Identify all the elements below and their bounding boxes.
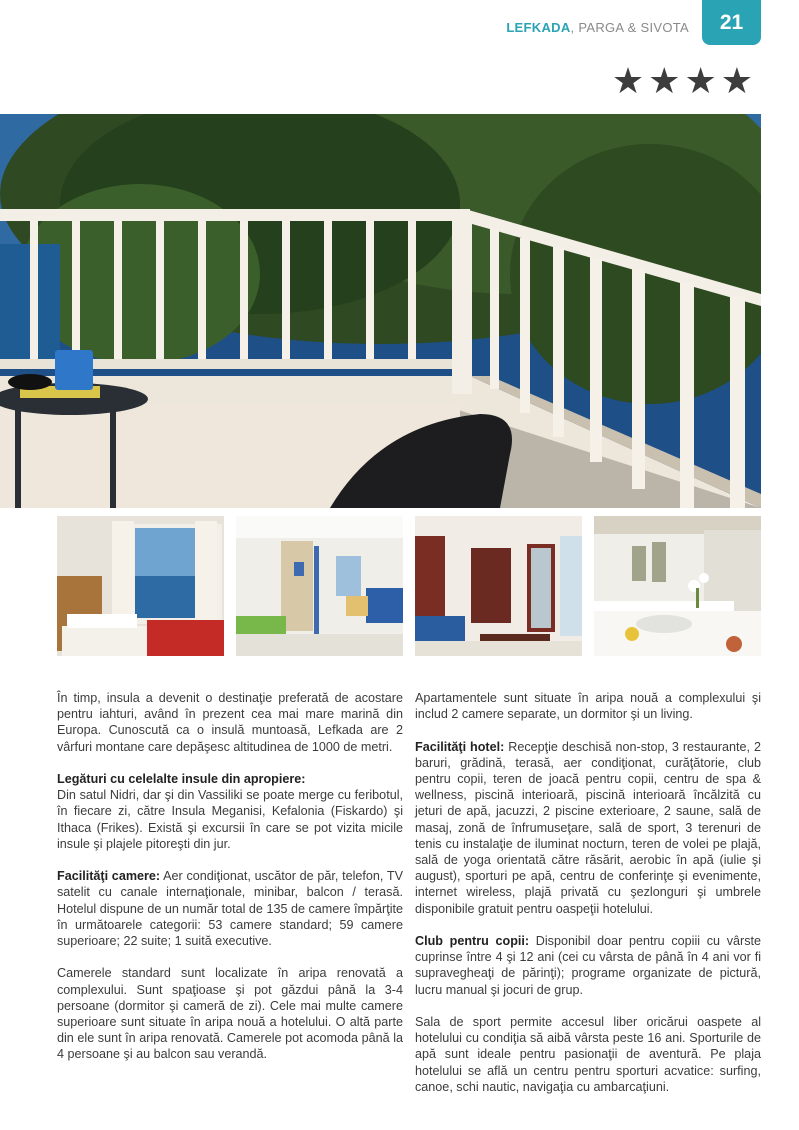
- apartment-illustration: [236, 516, 403, 656]
- balcony-illustration: [0, 114, 761, 508]
- islands-text: Din satul Nidri, dar şi din Vassiliki se poate merge cu feribotul, în fiecare zi, către Insula Meganisi, Kefalonia (Fiskardo) şi Ithaca (Frikes). Există şi excursii în care se pot vizita micile insule şi plajele pitoreşti din jur.: [57, 788, 403, 851]
- room-facilities-text: Aer condiţionat, uscător de păr, telefon, TV satelit cu canale internaţionale, minibar, balcon / terasă. Hotelul dispune de un număr total de 135 de camere împărţite în următoarele categorii: 53 camere standard; 59 camere superioare; 22 suite; 1 suită executive.: [57, 869, 403, 949]
- star-rating: ★★★★: [611, 60, 757, 101]
- thumbnail-apartment: [236, 516, 403, 656]
- bathroom-illustration: [594, 516, 761, 656]
- sports-paragraph: Sala de sport permite accesul liber oricărui oaspete al hotelului cu condiţia să aibă vârsta peste 16 ani. Sporturile de apă sunt ideale pentru pasionaţii de aventură. Pe plaja hotelului se află un centru pentru sporturi acvatice: surfing, canoe, schi nautic, navigaţia cu ambarcaţiuni.: [415, 1015, 761, 1094]
- kids-club-text: Disponibil doar pentru copiii cu vârste cuprinse între 4 şi 12 ani (cei cu vârsta de până în 4 ani vor fi supravegheaţi de părinţi); programe organizate de pictură, lucru manual şi jocuri de grup.: [415, 934, 761, 997]
- islands-heading: Legături cu celelalte insule din apropiere:: [57, 772, 306, 786]
- kids-club-paragraph: [415, 933, 761, 998]
- thumbnail-suite: [415, 516, 582, 656]
- standard-rooms-paragraph: Camerele standard sunt localizate în aripa renovată a complexului. Sunt spaţioase şi pot găzdui până la 3-4 persoane (dormitor şi cameră de zi). Cele mai multe camere superioare sunt situate în aripa nouă a hotelului. O altă parte din ele sunt în aripa renovată. Camerele pot acomoda până la 4 persoane şi au balcon sau verandă.: [57, 966, 403, 1062]
- destination-main: LEFKADA: [506, 20, 571, 35]
- destination-title: [506, 20, 689, 35]
- intro-paragraph: În timp, insula a devenit o destinaţie preferată de acostare pentru iahturi, având în prezent cea mai mare marină din Europa. Cunoscută ca o insulă muntoasă, Lefkada are 2 vârfuri montane care depăşesc altitudinea de 1000 de metri.: [57, 691, 403, 754]
- page-header: [0, 0, 799, 60]
- kids-club-heading: Club pentru copii:: [415, 934, 530, 949]
- room-facilities-paragraph: [57, 868, 403, 949]
- suite-illustration: [415, 516, 582, 656]
- thumbnail-bedroom: [57, 516, 224, 656]
- left-text-column: [57, 690, 403, 1079]
- islands-paragraph: [57, 771, 403, 852]
- hotel-facilities-text: Recepţie deschisă non-stop, 3 restaurante, 2 baruri, grădină, terasă, aer condiţionat, curăţătorie, club pentru copii, teren de joacă pentru copii, centru de spa & wellness, piscină interioară, piscină interioară încălzită cu jeturi de apă, jacuzzi, 2 piscine exterioare, 2 saune, sală de masaj, zonă de înfrumuseţare, sală de sport, 3 terenuri de tenis cu instalaţie de iluminat nocturn, teren de volei pe plajă, sală de yoga orientată către răsărit, aerobic în apă (iulie şi august), sporturi pe apă, centru de conferinţe şi evenimente, internet wireless, plajă privată cu şezlonguri şi umbrele disponibile gratuit pentru oaspeţii hotelului.: [415, 739, 761, 916]
- bedroom-illustration: [57, 516, 224, 656]
- destination-rest: , PARGA & SIVOTA: [570, 20, 689, 35]
- thumbnail-bathroom: [594, 516, 761, 656]
- apartments-paragraph: Apartamentele sunt situate în aripa nouă a complexului şi includ 2 camere separate, un dormitor şi un living.: [415, 691, 761, 722]
- hotel-facilities-paragraph: [415, 739, 761, 917]
- hotel-facilities-heading: Facilităţi hotel:: [415, 739, 505, 754]
- room-facilities-heading: Facilităţi camere:: [57, 869, 161, 884]
- right-text-column: [415, 690, 761, 1111]
- page-number: 21: [702, 0, 761, 45]
- hero-photo-balcony: [0, 114, 761, 508]
